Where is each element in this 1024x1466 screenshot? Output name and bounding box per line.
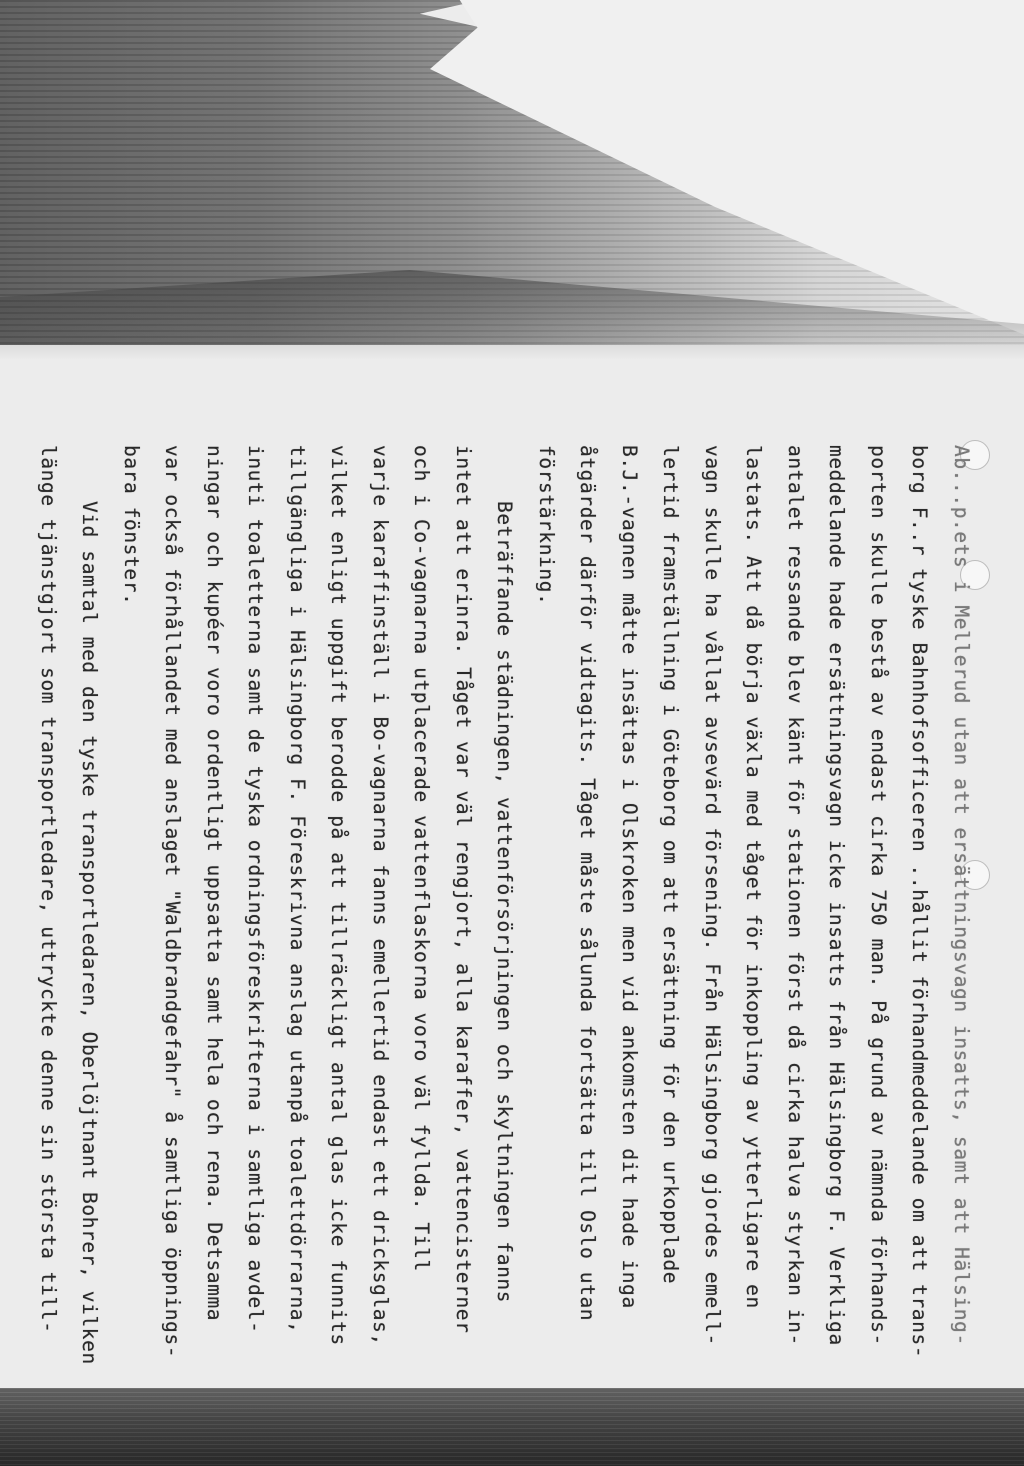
text-line: och i Co-vagnarna utplacerade vattenflaskorna voro väl fyllda. Till — [410, 445, 434, 1272]
text-line: meddelande hade ersättningsvagn icke insatts från Hälsingborg F. Verkliga — [825, 445, 849, 1346]
text-line: Beträffande städningen, vattenförsörjningen och skyltningen fanns — [493, 501, 517, 1304]
text-line: vilket enligt uppgift berodde på att tillräckligt antal glas icke funnits — [327, 445, 351, 1346]
typed-text-block — [37, 445, 982, 1365]
text-line: förstärkning. — [535, 445, 558, 606]
text-line: antalet ressande blev känt för stationen först då cirka halva styrkan in- — [784, 445, 807, 1346]
text-line: lertid framställning i Göteborg om att ersättning för den urkopplade — [659, 445, 683, 1285]
text-line: länge tjänstgjort som transportledare, uttryckte denne sin största till- — [37, 445, 60, 1334]
text-line: porten skulle bestå av endast cirka 750 man. På grund av nämnda förhands- — [867, 445, 890, 1346]
text-line: Vid samtal med den tyske transportledaren, Oberlöjtnant Bohrer, vilken — [78, 501, 102, 1365]
text-line: Ab...p.ets i Mellerud utan att ersättningsvagn insatts, samt att Hälsing- — [950, 445, 973, 1346]
text-line: varje karaffinställ i Bo-vagnarna fanns emellertid endast ett dricksglas, — [369, 445, 392, 1346]
bottom-streaks — [0, 1388, 1024, 1466]
text-line: åtgärder därför vidtagits. Tåget måste sålunda fortsätta till Oslo utan — [576, 445, 600, 1322]
text-line: vagn skulle ha vållat avsevärd försening. Från Hälsingborg gjordes emell- — [701, 445, 724, 1346]
text-line: intet att erinra. Tåget var väl rengjort, alla karaffer, vattencisterner — [452, 445, 475, 1334]
text-line: bara fönster. — [120, 445, 143, 606]
text-line: ningar och kupéer voro ordentligt uppsatta samt hela och rena. Detsamma — [203, 445, 226, 1322]
text-line: lastats. Att då börja växla med tåget för inkoppling av ytterligare en — [742, 445, 766, 1309]
text-line: var också förhållandet med anslaget "Waldbrandgefahr" å samtliga öppnings- — [161, 445, 185, 1359]
text-line: borg F..r tyske Bahnhofsofficeren ..hållit förhandmeddelande om att trans- — [908, 445, 932, 1359]
rotated-text — [37, 445, 982, 1365]
text-line: inuti toaletterna samt de tyska ordningsföreskrifterna i samtliga avdel- — [244, 445, 268, 1334]
text-line: tillgängliga i Hälsingborg F. Föreskrivna anslag utanpå toalettdörrarna, — [286, 445, 309, 1334]
text-line: B.J.-vagnen måtte insättas i Olskroken men vid ankomsten dit hade inga — [618, 445, 641, 1309]
